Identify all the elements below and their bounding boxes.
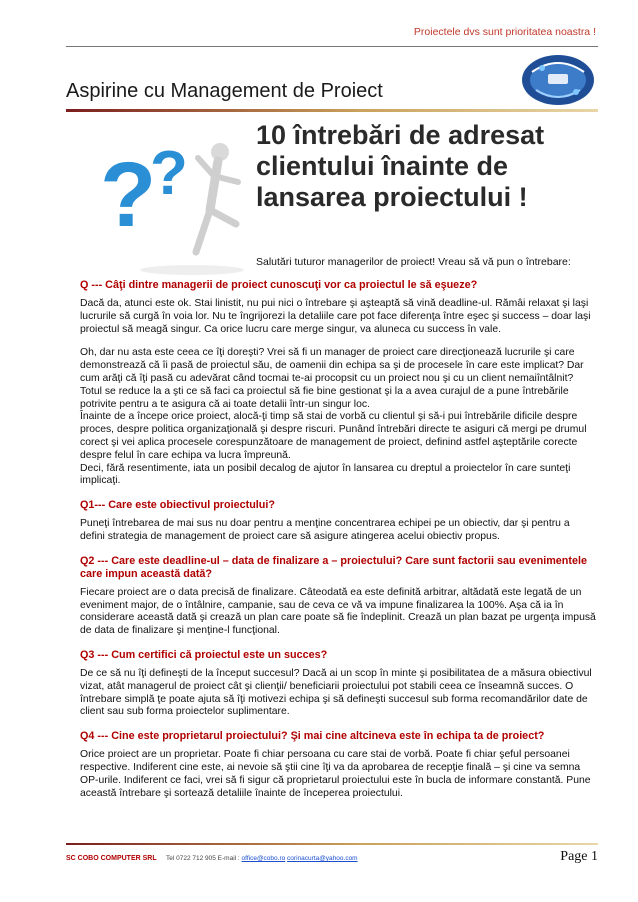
answer-paragraph-q4: Orice proiect are un proprietar. Poate fi chiar persoana cu care stai de vorbă. Poate fi chiar şeful persoanei respective. Indiferent cine este, ai nevoie să ştii cine îţi va da aprobarea de recepţie finală – şi cine va semna OP-urile. Indiferent ce faci, vrei să fi sigur că proprietarul proiectului este în bucla de informare constantă. Pune această întrebare şi sortează detaliile înainte de începerea proiectului. xyxy=(80,749,591,799)
answer-paragraph-q1: Puneţi întrebarea de mai sus nu doar pentru a menţine concentrarea echipei pe un obiectiv, dar şi pentru a defini strategia de management de proiect care să asigure atingerea acelui obiectiv propus. xyxy=(80,518,570,542)
intro-question: Q --- Câţi dintre managerii de proiect cunoscuţi vor ca proiectul le să eşueze? xyxy=(80,279,478,291)
header-tagline: Proiectele dvs sunt prioritatea noastra ! xyxy=(413,26,596,38)
page-number: Page 1 xyxy=(560,849,598,864)
article-body xyxy=(80,279,596,811)
answer-paragraph-q3: De ce să nu îţi defineşti de la început succesul? Dacă ai un scop în minte şi posibilitatea de a măsura obiectivul vizat, atât managerul de proiect cât şi clienţii/ beneficiarii proiectului pot stabili ceea ce înseamnă succes. O întrebare simplă ţe poate ajuta să îţi motivezi echipa şi să defineşti succesul sub forma recomandărilor date de client sau sub forma proiectelor suplimentare. xyxy=(80,667,592,718)
footer-email-personal-link[interactable]: corinacurta@yahoo.com xyxy=(287,855,358,862)
footer-company: SC COBO COMPUTER SRL xyxy=(66,855,157,862)
question-heading-q1: Q1--- Care este obiectivul proiectului? xyxy=(80,499,275,512)
footer-contact-prefix: Tel 0722 712 905 E-mail : xyxy=(166,855,242,862)
intro-paragraph: Deci, fără resentimente, iata un posibil decalog de ajutor în lansarea cu dreptul a proiectelor în care sunteţi implicaţi. xyxy=(80,462,571,487)
document-title: Aspirine cu Management de Proiect xyxy=(66,80,383,102)
question-heading-q4: Q4 --- Cine este proprietarul proiectului? Şi mai cine altcineva este în echipa ta de proiect? xyxy=(80,730,545,743)
article-headline xyxy=(256,120,586,213)
intro-paragraph: Înainte de a începe orice proiect, alocă-ţi timp să stai de vorbă cu clientul şi să-i pui întrebările dificile despre proces, despre politica organizaţională şi despre riscuri. Punând întrebări directe te asiguri că mergi pe drumul corect şi vei aplica procesele corespunzătoare de management de proiect, definind astfel aşteptările corecte despre felul în care echipa va lucra împreună. xyxy=(80,411,587,461)
footer-contact xyxy=(166,855,358,862)
greeting-text: Salutări tuturor managerilor de proiect! Vreau să vă pun o întrebare: xyxy=(256,256,571,268)
question-heading-q3: Q3 --- Cum certifici că proiectul este un succes? xyxy=(80,648,328,661)
header-divider xyxy=(66,46,598,47)
page-footer xyxy=(66,849,598,869)
footer-divider xyxy=(66,843,598,845)
intro-paragraph: Dacă da, atunci este ok. Stai linistit, nu pui nici o întrebare şi aşteaptă să vină deadline-ul. Rămâi relaxat şi laşi lucrurile să curgă în voia lor. Nu te îngrijorezi la detaliile care pot face diferenţa între eşec şi success – doar laşi proiectul să meagă singur. Ca orice lucru care merge singur, va aluneca cu success în vale. xyxy=(80,298,591,335)
company-logo-icon xyxy=(518,50,598,108)
footer-email-office-link[interactable]: office@cobo.ro xyxy=(241,855,286,862)
question-marks-figure-icon xyxy=(92,128,252,278)
svg-text:?: ? xyxy=(100,144,157,246)
headline-line: lansarea proiectului ! xyxy=(256,182,528,212)
headline-line: clientului înainte de xyxy=(256,151,509,181)
answer-paragraph-q2: Fiecare proiect are o data precisă de finalizare. Câteodată ea este definită arbitrar, altădată este legată de un eveniment major, de o întâlnire, campanie, sau de ceva ce vă va impune finalizarea la 100%. Aşa că ia în considerare această dată şi crează un plan care poate să fie îndeplinit. Crează un plan bazat pe urgenţa impusă de data de finalizare şi menţine-l funcţional. xyxy=(80,586,596,637)
headline-line: 10 întrebări de adresat xyxy=(256,120,545,150)
title-underline xyxy=(66,109,598,112)
svg-text:?: ? xyxy=(150,139,188,208)
intro-paragraph: Oh, dar nu asta este ceea ce îţi doreşti? Vrei să fi un manager de proiect care direcţionează lucrurile şi care demonstrează că îi pasă de proiectul său, de oamenii din echipa sa şi de procesele în care este implicat? Dar cum arăţi că îţi pasă cu adevărat când tocmai te-ai procopsit cu un proiect nou şi cu un client nemaiîntâlnit? Totul se reduce la a şti ce să faci ca proiectul să fie bine gestionat şi la a avea curajul de a pune întrebările potrivite pentru a te asigura că ai toate detalii într-un singur loc. xyxy=(80,347,584,410)
question-heading-q2: Q2 --- Care este deadline-ul – data de finalizare a – proiectului? Care sunt factorii sau evenimentele care impun această dată? xyxy=(80,554,588,580)
